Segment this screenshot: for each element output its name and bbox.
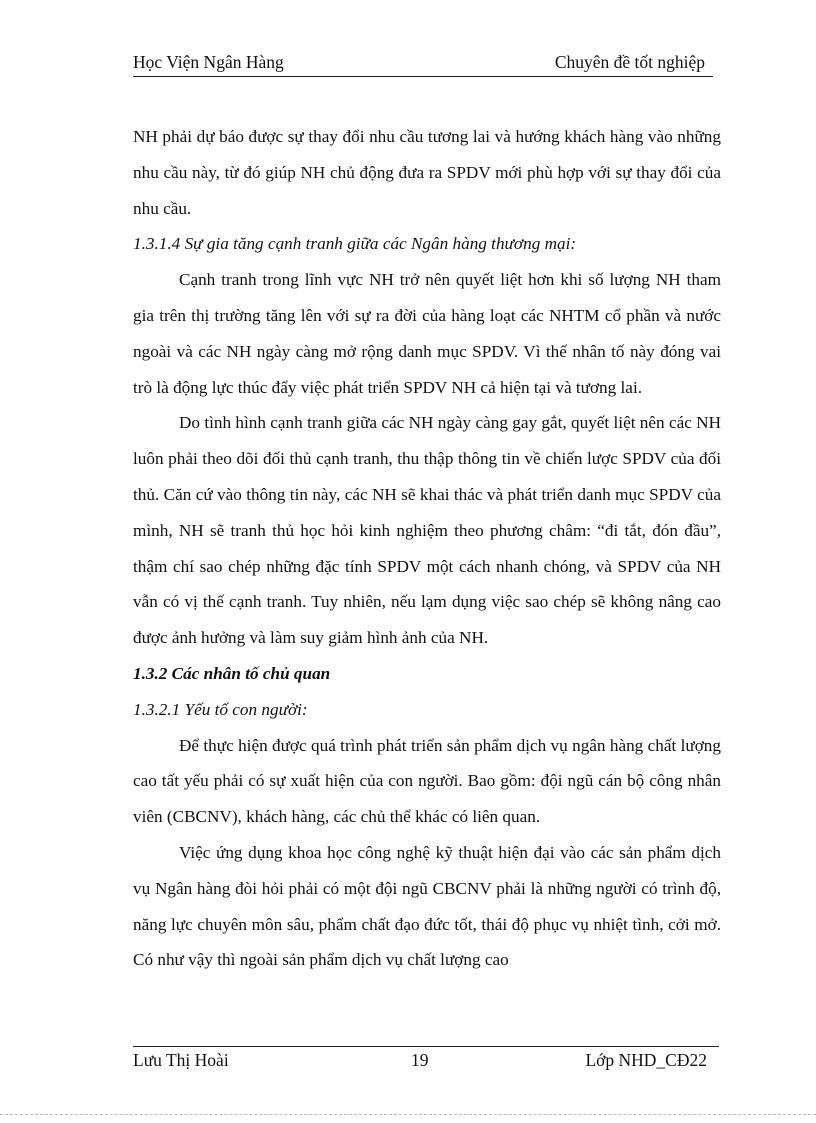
page-header: [133, 52, 713, 77]
footer-author: Lưu Thị Hoài: [133, 1050, 229, 1070]
header-institution: Học Viện Ngân Hàng: [133, 52, 284, 72]
paragraph-2: Cạnh tranh trong lĩnh vực NH trở nên quyết liệt hơn khi số lượng NH tham gia trên thị trường tăng lên với sự ra đời của hàng loạt các NHTM cổ phần và nước ngoài và các NH ngày càng mở rộng danh mục SPDV. Vì thế nhân tố này đóng vai trò là động lực thúc đẩy việc phát triển SPDV NH cả hiện tại và tương lai.: [133, 270, 721, 397]
footer-divider: [133, 1046, 719, 1047]
paragraph-5: Việc ứng dụng khoa học công nghệ kỹ thuật hiện đại vào các sản phẩm dịch vụ Ngân hàng đòi hỏi phải có một đội ngũ CBCNV phải là những người có trình độ, năng lực chuyên môn sâu, phẩm chất đạo đức tốt, thái độ phục vụ nhiệt tình, cởi mở. Có như vậy thì ngoài sản phẩm dịch vụ chất lượng cao: [133, 842, 721, 970]
section-heading-1-3-1-4: 1.3.1.4 Sự gia tăng cạnh tranh giữa các Ngân hàng thương mại:: [133, 234, 577, 254]
section-heading-1-3-2-1: 1.3.2.1 Yếu tố con người:: [133, 699, 308, 719]
section-heading-1-3-2: 1.3.2 Các nhân tố chủ quan: [133, 663, 331, 683]
page-footer: [133, 1050, 719, 1074]
page-number: 19: [411, 1050, 429, 1070]
footer-class: Lớp NHD_CĐ22: [585, 1050, 707, 1070]
page-body: [133, 119, 721, 978]
page-break-rule: [0, 1114, 816, 1115]
paragraph-3: Do tình hình cạnh tranh giữa các NH ngày càng gay gắt, quyết liệt nên các NH luôn phải theo dõi đối thủ cạnh tranh, thu thập thông tin về chiến lược SPDV của đối thủ. Căn cứ vào thông tin này, các NH sẽ khai thác và phát triển danh mục SPDV của mình, NH sẽ tranh thủ học hỏi kinh nghiệm theo phương châm: “đi tắt, đón đầu”, thậm chí sao chép những đặc tính SPDV một cách nhanh chóng, và SPDV của NH vẫn có vị thế cạnh tranh. Tuy nhiên, nếu lạm dụng việc sao chép sẽ không nâng cao được ảnh hưởng và làm suy giảm hình ảnh của NH.: [133, 413, 721, 648]
paragraph-1: NH phải dự báo được sự thay đổi nhu cầu tương lai và hướng khách hàng vào những nhu cầu này, từ đó giúp NH chủ động đưa ra SPDV mới phù hợp với sự thay đổi của nhu cầu.: [133, 127, 721, 218]
header-document-type: Chuyên đề tốt nghiệp: [554, 52, 705, 72]
paragraph-4: Để thực hiện được quá trình phát triển sản phẩm dịch vụ ngân hàng chất lượng cao tất yếu phải có sự xuất hiện của con người. Bao gồm: đội ngũ cán bộ công nhân viên (CBCNV), khách hàng, các chủ thể khác có liên quan.: [133, 735, 721, 827]
